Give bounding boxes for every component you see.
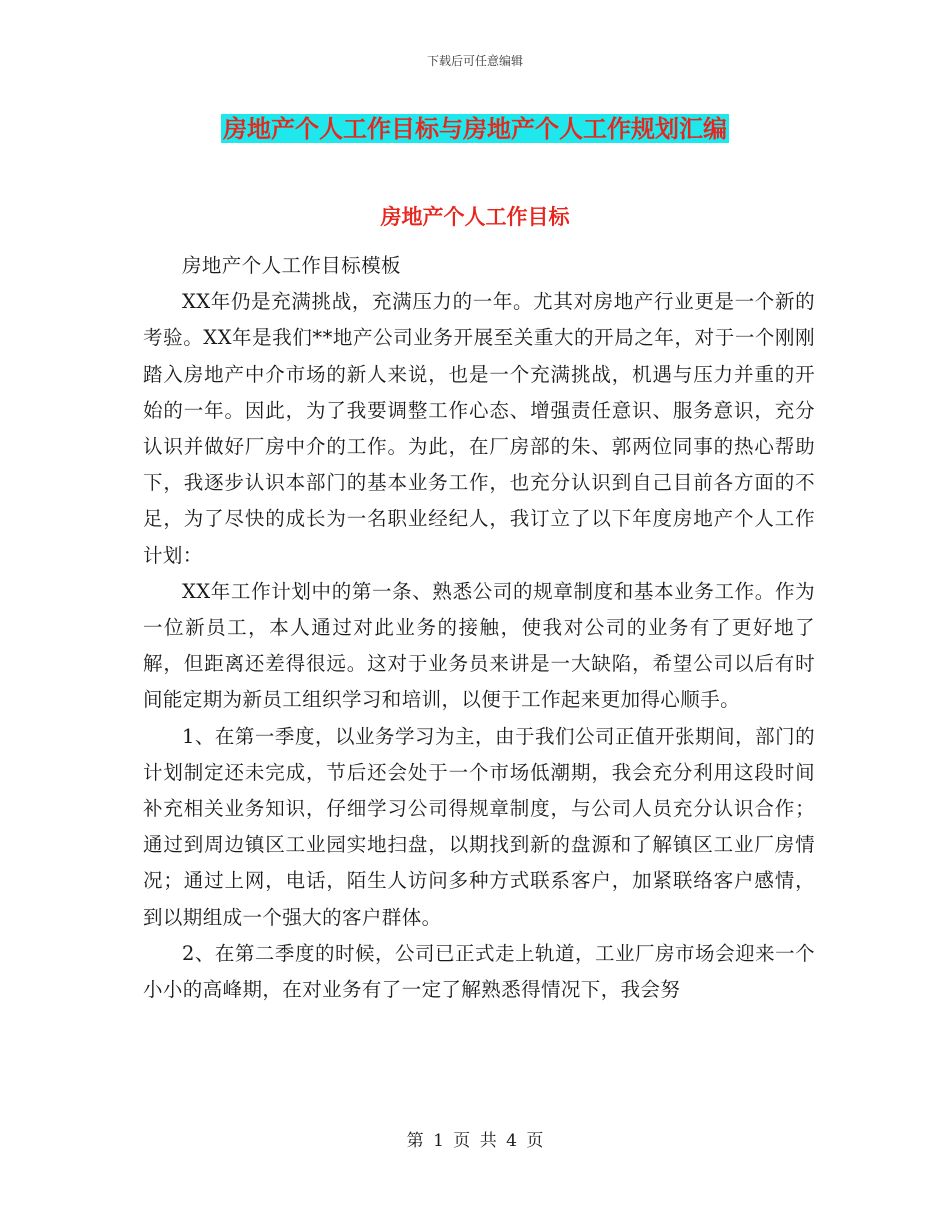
body-text [143, 248, 815, 1008]
paragraph-intro: XX年仍是充满挑战，充满压力的一年。尤其对房地产行业更是一个新的考验。XX年是我们**地产公司业务开展至关重大的开局之年，对于一个刚刚踏入房地产中介市场的新人来说，也是一个充满挑战，机遇与压力并重的开始的一年。因此，为了我要调整工作心态、增强责任意识、服务意识，充分认识并做好厂房中介的工作。为此，在厂房部的朱、郭两位同事的热心帮助下，我逐步认识本部门的基本业务工作，也充分认识到自己目前各方面的不足，为了尽快的成长为一名职业经纪人，我订立了以下年度房地产个人工作计划： [143, 290, 815, 567]
main-title-text: 房地产个人工作目标与房地产个人工作规划汇编 [223, 114, 727, 143]
section-title: 房地产个人工作目标 [380, 204, 570, 229]
paragraph-second-quarter: 2、在第二季度的时候，公司已正式走上轨道，工业厂房市场会迎来一个小小的高峰期，在对业务有了一定了解熟悉得情况下，我会努 [143, 941, 815, 1002]
main-title [0, 112, 950, 146]
paragraph-template-name: 房地产个人工作目标模板 [182, 254, 401, 277]
header-note: 下载后可任意编辑 [426, 54, 523, 68]
page-footer: 第 1 页 共 4 页 [406, 1131, 544, 1151]
paragraph-plan-item-1: XX年工作计划中的第一条、熟悉公司的规章制度和基本业务工作。作为一位新员工，本人通过对此业务的接触，使我对公司的业务有了更好地了解，但距离还差得很远。这对于业务员来讲是一大缺陷，希望公司以后有时间能定期为新员工组织学习和培训，以便于工作起来更加得心顺手。 [143, 579, 815, 712]
paragraph-first-quarter: 1、在第一季度，以业务学习为主，由于我们公司正值开张期间，部门的计划制定还未完成，节后还会处于一个市场低潮期，我会充分利用这段时间补充相关业务知识，仔细学习公司得规章制度，与公司人员充分认识合作；通过到周边镇区工业园实地扫盘，以期找到新的盘源和了解镇区工业厂房情况；通过上网，电话，陌生人访问多种方式联系客户，加紧联络客户感情，到以期组成一个强大的客户群体。 [143, 724, 815, 929]
